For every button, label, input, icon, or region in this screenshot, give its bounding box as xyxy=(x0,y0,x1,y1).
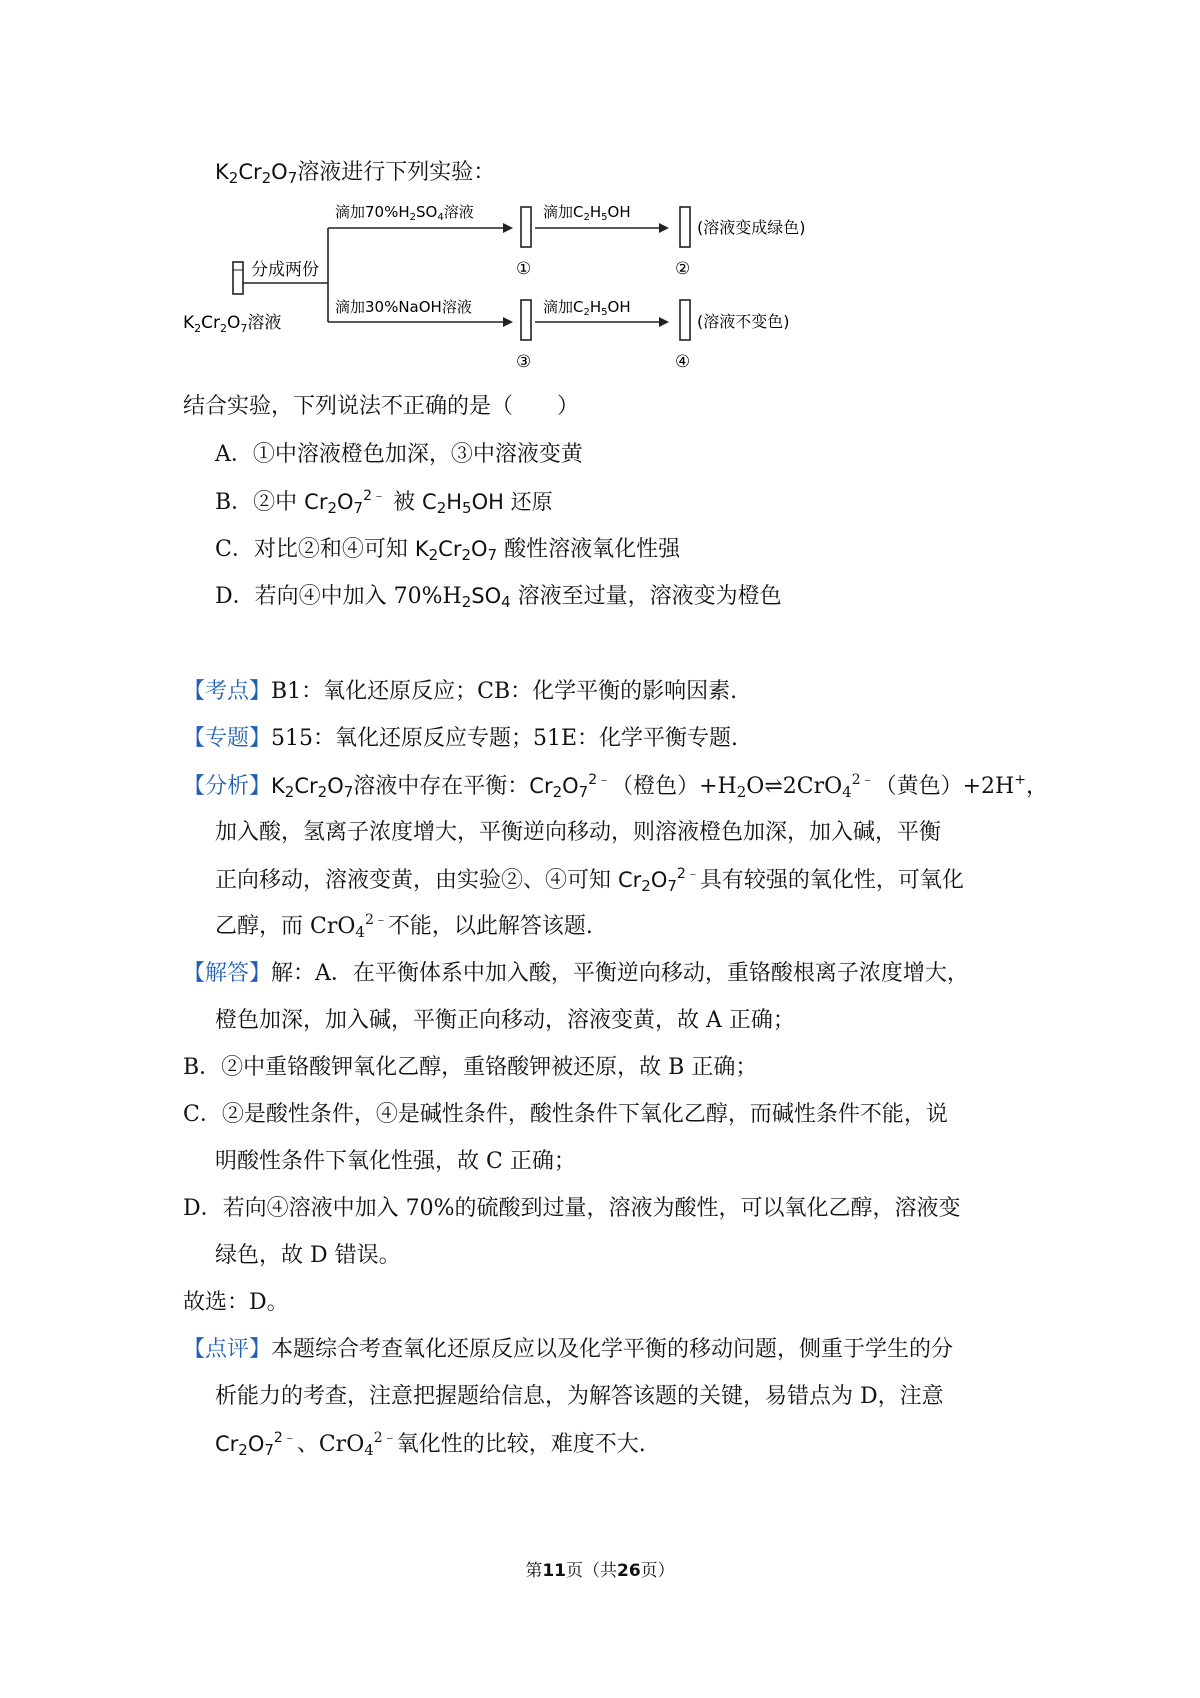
bottom-arrow-2-head xyxy=(659,317,669,327)
result-top-label: (溶液变成绿色) xyxy=(697,218,806,237)
tube-2-label: ② xyxy=(675,259,691,279)
question-stem: 结合实验，下列说法不正确的是（ ） xyxy=(183,394,580,419)
start-tube xyxy=(233,262,243,294)
kaodian-tag: 【考点】 xyxy=(183,679,272,704)
jieda-line-7: 绿色，故 D 错误。 xyxy=(215,1243,401,1268)
total-pages: 26 xyxy=(617,1561,641,1581)
jieda-tag: 【解答】 xyxy=(183,961,272,986)
top-arrow-2-head xyxy=(659,223,669,233)
fenxi-line-2: 加入酸，氢离子浓度增大，平衡逆向移动，则溶液橙色加深，加入碱，平衡 xyxy=(215,820,942,845)
jieda-line-2: 橙色加深，加入碱，平衡正向移动，溶液变黄，故 A 正确； xyxy=(215,1008,795,1033)
bottom-arrow-1-head xyxy=(503,317,513,327)
zhuanti-line: 【专题】515：氧化还原反应专题；51E：化学平衡专题. xyxy=(183,726,739,751)
option-a: A．①中溶液橙色加深，③中溶液变黄 xyxy=(215,442,583,467)
bottom-step2-label: 滴加$C_2H_5OH$ xyxy=(543,298,631,318)
intro-line: $K_2Cr_2O_7$溶液进行下列实验： xyxy=(215,160,496,187)
jieda-line-6: D．若向④溶液中加入 70%的硫酸到过量，溶液为酸性，可以氧化乙醇，溶液变 xyxy=(183,1196,961,1221)
dianping-line-2: 析能力的考查，注意把握题给信息，为解答该题的关键，易错点为 D，注意 xyxy=(215,1384,944,1409)
tube-1-label: ① xyxy=(516,259,532,279)
start-label: $K_2Cr_2O_7$溶液 xyxy=(183,313,282,335)
dianping-line-1: 【点评】本题综合考查氧化还原反应以及化学平衡的移动问题，侧重于学生的分 xyxy=(183,1337,954,1362)
jieda-line-1: 【解答】解：A．在平衡体系中加入酸，平衡逆向移动，重铬酸根离子浓度增大， xyxy=(183,961,969,986)
split-label: 分成两份 xyxy=(251,260,319,280)
tube-2 xyxy=(680,207,690,247)
page-number: 11 xyxy=(542,1561,566,1581)
fenxi-line-4: 乙醇，而 CrO$_4^{2﹣}$不能，以此解答该题. xyxy=(215,912,593,941)
zhuanti-tag: 【专题】 xyxy=(183,726,272,751)
intro-text: 溶液进行下列实验： xyxy=(297,160,496,185)
top-step1-label: 滴加$70\%H_2SO_4$溶液 xyxy=(335,203,474,223)
tube-3-label: ③ xyxy=(516,352,532,372)
jieda-line-3: B．②中重铬酸钾氧化乙醇，重铬酸钾被还原，故 B 正确； xyxy=(183,1055,758,1080)
result-bottom-label: (溶液不变色) xyxy=(697,312,790,331)
page-footer: 第11页（共26页） xyxy=(525,1561,675,1581)
top-step2-label: 滴加$C_2H_5OH$ xyxy=(543,203,631,223)
experiment-diagram xyxy=(183,190,823,380)
option-b: B．②中 $Cr_2O_7^{2﹣}$ 被 $C_2H_5OH$ 还原 xyxy=(215,488,553,517)
tube-1 xyxy=(521,207,531,247)
option-d: D．若向④中加入 $70\%H_2SO_4$ 溶液至过量，溶液变为橙色 xyxy=(215,584,782,611)
dianping-line-3: $Cr_2O_7^{2﹣}$、CrO$_4^{2﹣}$氧化性的比较，难度不大. xyxy=(215,1430,646,1459)
fenxi-line-1: 【分析】$K_2Cr_2O_7$溶液中存在平衡：$Cr_2O_7^{2﹣}$（橙色）$+H_2O\rightleftharpoons 2CrO_4^{2﹣}$（黄色）+2H+， xyxy=(183,772,1048,801)
tube-4 xyxy=(680,300,690,340)
kaodian-line: 【考点】B1：氧化还原反应；CB：化学平衡的影响因素. xyxy=(183,679,738,704)
fenxi-line-3: 正向移动，溶液变黄，由实验②、④可知 $Cr_2O_7^{2﹣}$具有较强的氧化性，可氧化 xyxy=(215,866,964,895)
fenxi-tag: 【分析】 xyxy=(183,774,272,799)
dianping-tag: 【点评】 xyxy=(183,1337,272,1362)
tube-3 xyxy=(521,300,531,340)
jieda-line-8: 故选：D。 xyxy=(183,1290,289,1315)
top-arrow-1-head xyxy=(503,223,513,233)
tube-4-label: ④ xyxy=(675,352,691,372)
option-c: C．对比②和④可知 $K_2Cr_2O_7$ 酸性溶液氧化性强 xyxy=(215,537,681,564)
jieda-line-5: 明酸性条件下氧化性强，故 C 正确； xyxy=(215,1149,576,1174)
bottom-step1-label: 滴加30%NaOH溶液 xyxy=(335,298,472,316)
jieda-line-4: C．②是酸性条件，④是碱性条件，酸性条件下氧化乙醇，而碱性条件不能，说 xyxy=(183,1102,948,1127)
